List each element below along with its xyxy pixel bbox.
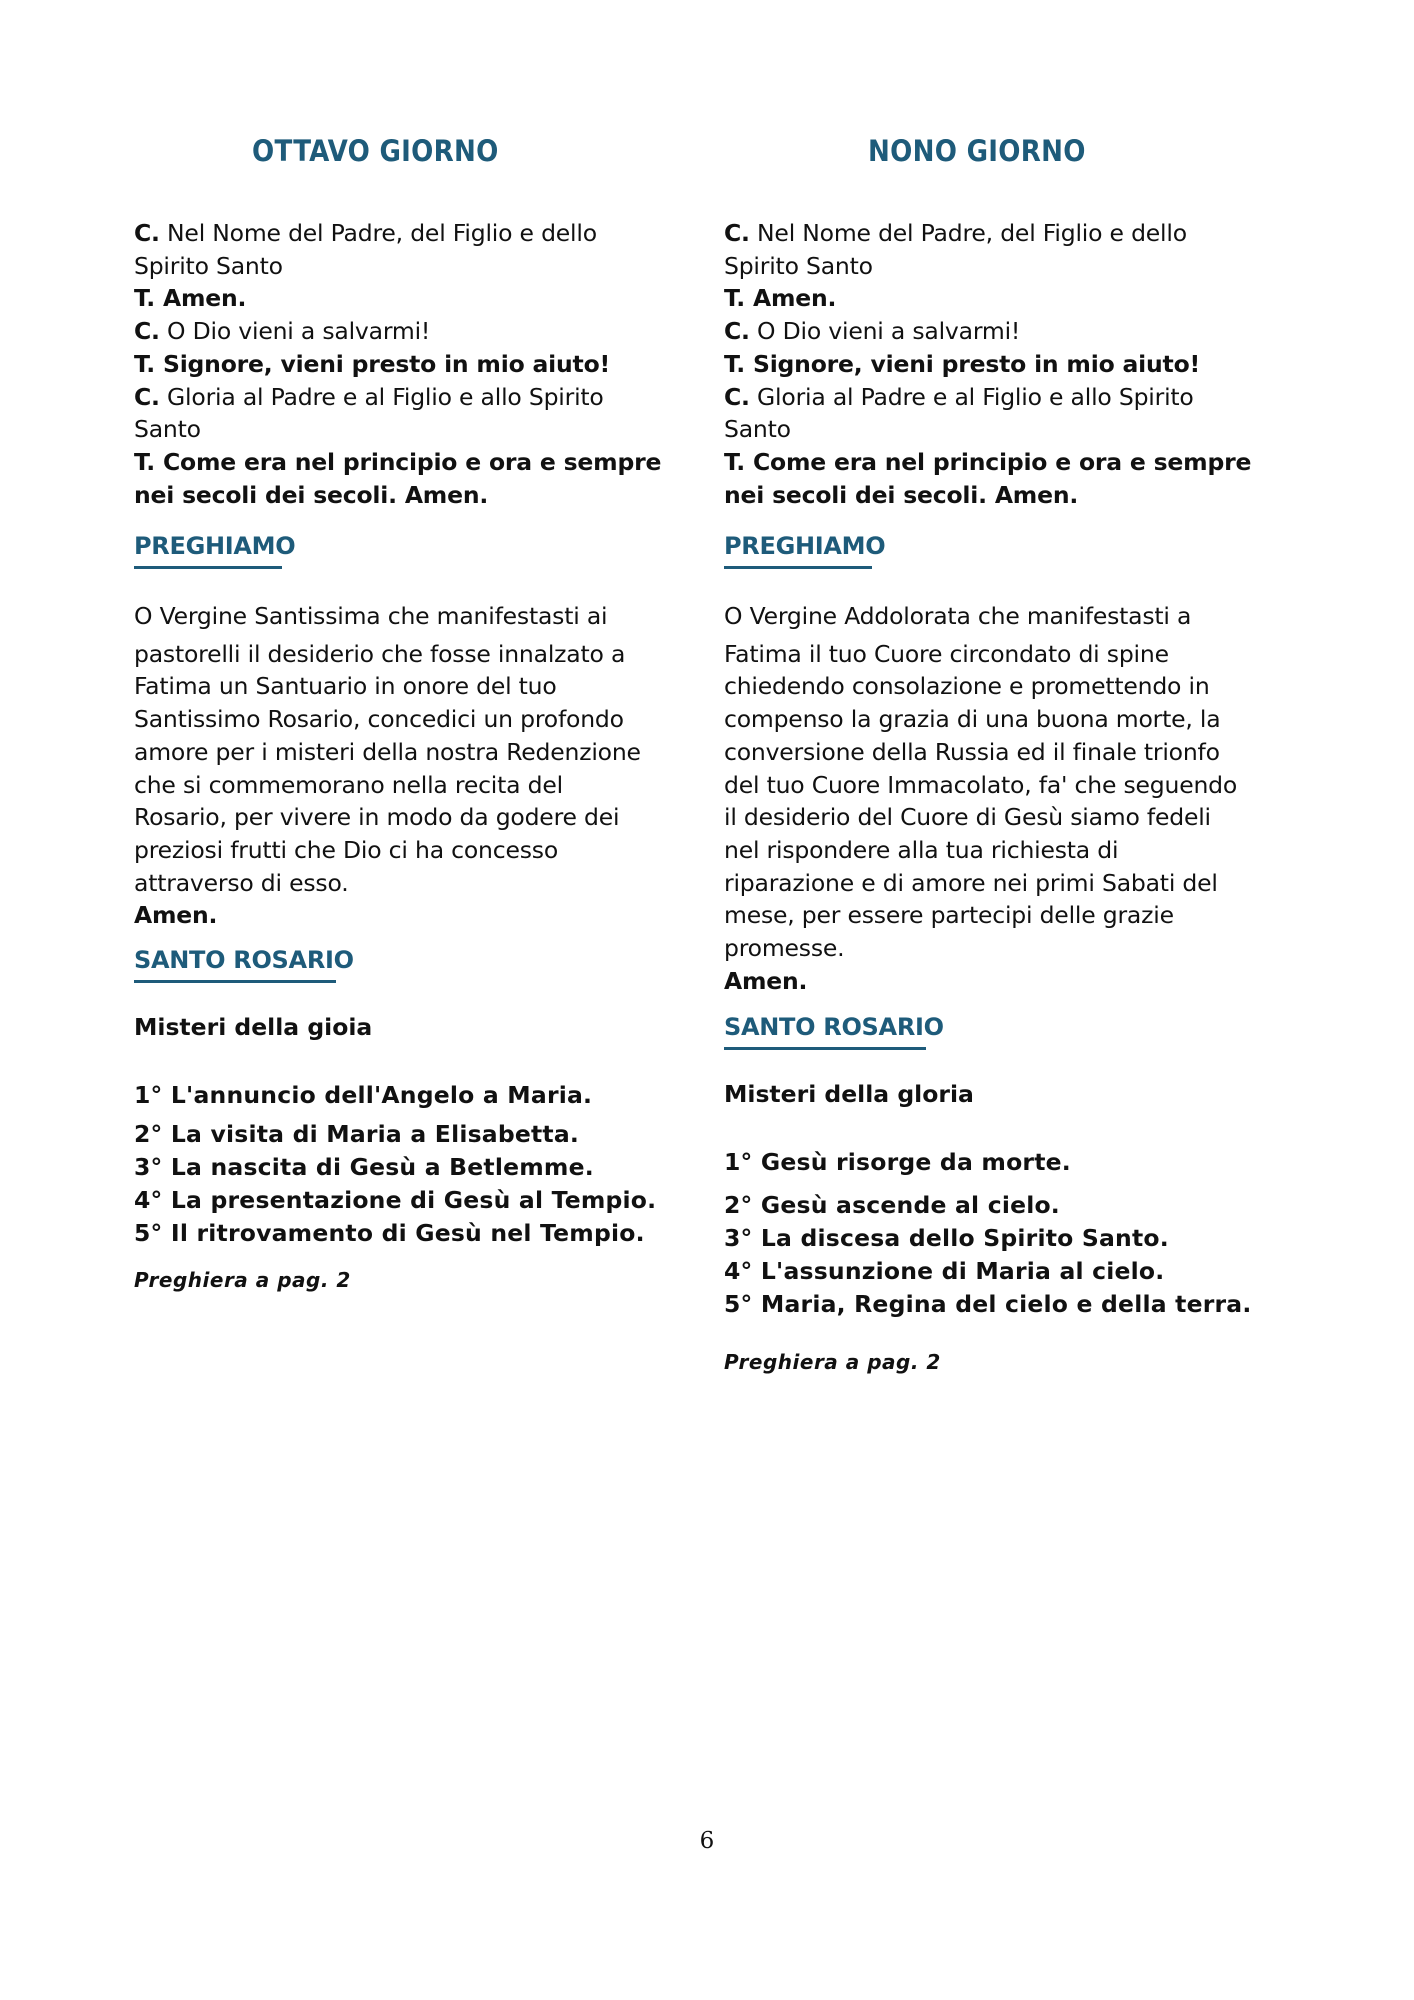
line-text: Signore, vieni presto in mio aiuto!: [155, 349, 611, 378]
prayer-reference-block: [724, 1350, 1324, 1374]
speaker-label: T.: [134, 447, 155, 476]
line-text: Signore, vieni presto in mio aiuto!: [745, 349, 1201, 378]
line-text: Spirito Santo: [134, 251, 283, 280]
prayer-line: O Vergine Santissima che manifestasti ai: [134, 602, 608, 630]
line-text: Come era nel principio e ora e sempre: [155, 447, 662, 476]
prayer-line: O Vergine Addolorata che manifestasti a: [724, 602, 1192, 630]
line-text: O Dio vieni a salvarmi!: [749, 317, 1021, 346]
dialogue-line: [134, 348, 714, 381]
prayer-reference: Preghiera a pag. 2: [724, 1350, 941, 1374]
dialogue-line: [134, 250, 714, 283]
speaker-label: T.: [724, 447, 745, 476]
dialogue-line: [134, 282, 714, 315]
prayer-line: il desiderio del Cuore di Gesù siamo fedeli: [724, 803, 1211, 832]
section-heading-santo-rosario: SANTO ROSARIO: [724, 1013, 944, 1044]
mystery-item: 5° Maria, Regina del cielo e della terra.: [724, 1290, 1252, 1318]
line-text: O Dio vieni a salvarmi!: [159, 317, 431, 346]
mystery-item: 5° Il ritrovamento di Gesù nel Tempio.: [134, 1219, 645, 1247]
mystery-item: 2° La visita di Maria a Elisabetta.: [134, 1120, 580, 1148]
prayer-line: amore per i misteri della nostra Redenzione: [134, 737, 641, 766]
opening-dialogue: [134, 217, 714, 511]
prayer-line: chiedendo consolazione e promettendo in: [724, 672, 1210, 701]
prayer-text: [134, 600, 714, 932]
prayer-line: riparazione e di amore nei primi Sabati del: [724, 868, 1218, 897]
line-text: Nel Nome del Padre, del Figlio e dello: [159, 219, 597, 247]
speaker-label: T.: [724, 349, 745, 378]
prayer-line: del tuo Cuore Immacolato, fa' che seguendo: [724, 770, 1238, 799]
rosary-heading-block: [724, 1013, 1324, 1044]
dialogue-line: [724, 479, 1324, 512]
mysteries-list: [724, 1146, 1324, 1321]
mysteries-title-block: [134, 1013, 714, 1041]
mystery-item: 4° L'assunzione di Maria al cielo.: [724, 1257, 1165, 1285]
dialogue-line: [134, 217, 714, 250]
prayer-line: promesse.: [724, 934, 845, 963]
line-text: Santo: [134, 415, 201, 444]
prayer-line: Santissimo Rosario, concedici un profondo: [134, 705, 624, 734]
prayer-reference-block: [134, 1268, 714, 1292]
dialogue-line: [724, 381, 1324, 414]
prayer-heading-block: [134, 532, 714, 563]
page-number: 6: [699, 1828, 715, 1854]
mysteries-title: Misteri della gloria: [724, 1080, 974, 1108]
dialogue-line: [134, 381, 714, 414]
prayer-line: compenso la grazia di una buona morte, la: [724, 705, 1221, 734]
dialogue-line: [724, 217, 1324, 250]
mysteries-list: [134, 1079, 714, 1250]
speaker-label: C.: [724, 382, 750, 411]
prayer-line: attraverso di esso.: [134, 868, 349, 897]
line-text: Santo: [724, 415, 791, 444]
dialogue-line: [134, 413, 714, 446]
prayer-line: mese, per essere partecipi delle grazie: [724, 901, 1174, 930]
prayer-line: preziosi frutti che Dio ci ha concesso: [134, 835, 558, 864]
dialogue-line: [724, 282, 1324, 315]
line-text: Amen.: [745, 284, 837, 313]
prayer-amen: Amen.: [724, 966, 808, 995]
prayer-line: conversione della Russia ed il finale trionfo: [724, 737, 1220, 766]
section-heading-preghiamo: PREGHIAMO: [134, 532, 295, 563]
dialogue-line: [134, 446, 714, 479]
section-heading-preghiamo: PREGHIAMO: [724, 532, 885, 563]
mysteries-title: Misteri della gioia: [134, 1013, 373, 1041]
speaker-label: T.: [134, 284, 155, 313]
prayer-text: [724, 600, 1324, 997]
dialogue-line: [724, 413, 1324, 446]
rosary-heading-block: [134, 946, 714, 977]
prayer-line: pastorelli il desiderio che fosse innalzato a: [134, 639, 626, 668]
speaker-label: C.: [134, 382, 160, 411]
speaker-label: T.: [134, 349, 155, 378]
line-text: nei secoli dei secoli. Amen.: [724, 480, 1079, 509]
prayer-line: che si commemorano nella recita del: [134, 770, 563, 799]
line-text: Nel Nome del Padre, del Figlio e dello: [749, 219, 1187, 247]
dialogue-line: [724, 348, 1324, 381]
prayer-line: Fatima il tuo Cuore circondato di spine: [724, 639, 1169, 668]
line-text: Amen.: [155, 284, 247, 313]
dialogue-line: [724, 446, 1324, 479]
prayer-line: nel rispondere alla tua richiesta di: [724, 835, 1119, 864]
line-text: nei secoli dei secoli. Amen.: [134, 480, 489, 509]
mystery-item: 4° La presentazione di Gesù al Tempio.: [134, 1186, 657, 1214]
speaker-label: T.: [724, 284, 745, 313]
prayer-line: Fatima un Santuario in onore del tuo: [134, 672, 557, 701]
mystery-item: 2° Gesù ascende al cielo.: [724, 1191, 1060, 1219]
mystery-item: 1° Gesù risorge da morte.: [724, 1148, 1071, 1176]
mysteries-title-block: [724, 1080, 1324, 1108]
mystery-item: 3° La discesa dello Spirito Santo.: [724, 1224, 1169, 1252]
prayer-line: Rosario, per vivere in modo da godere dei: [134, 803, 620, 832]
day-title: OTTAVO GIORNO: [252, 134, 499, 168]
dialogue-line: [134, 315, 714, 348]
speaker-label: C.: [134, 219, 160, 247]
line-text: Come era nel principio e ora e sempre: [745, 447, 1252, 476]
prayer-reference: Preghiera a pag. 2: [134, 1268, 351, 1292]
dialogue-line: [134, 479, 714, 512]
prayer-amen: Amen.: [134, 901, 218, 930]
section-heading-santo-rosario: SANTO ROSARIO: [134, 946, 354, 977]
dialogue-line: [724, 315, 1324, 348]
mystery-item: 1° L'annuncio dell'Angelo a Maria.: [134, 1081, 593, 1109]
mystery-item: 3° La nascita di Gesù a Betlemme.: [134, 1153, 594, 1181]
speaker-label: C.: [724, 317, 750, 346]
speaker-label: C.: [724, 219, 750, 247]
prayer-heading-block: [724, 532, 1324, 563]
line-text: Spirito Santo: [724, 251, 873, 280]
opening-dialogue: [724, 217, 1324, 511]
dialogue-line: [724, 250, 1324, 283]
day-title: NONO GIORNO: [868, 134, 1086, 168]
line-text: Gloria al Padre e al Figlio e allo Spirito: [159, 382, 604, 411]
speaker-label: C.: [134, 317, 160, 346]
line-text: Gloria al Padre e al Figlio e allo Spirito: [749, 382, 1194, 411]
